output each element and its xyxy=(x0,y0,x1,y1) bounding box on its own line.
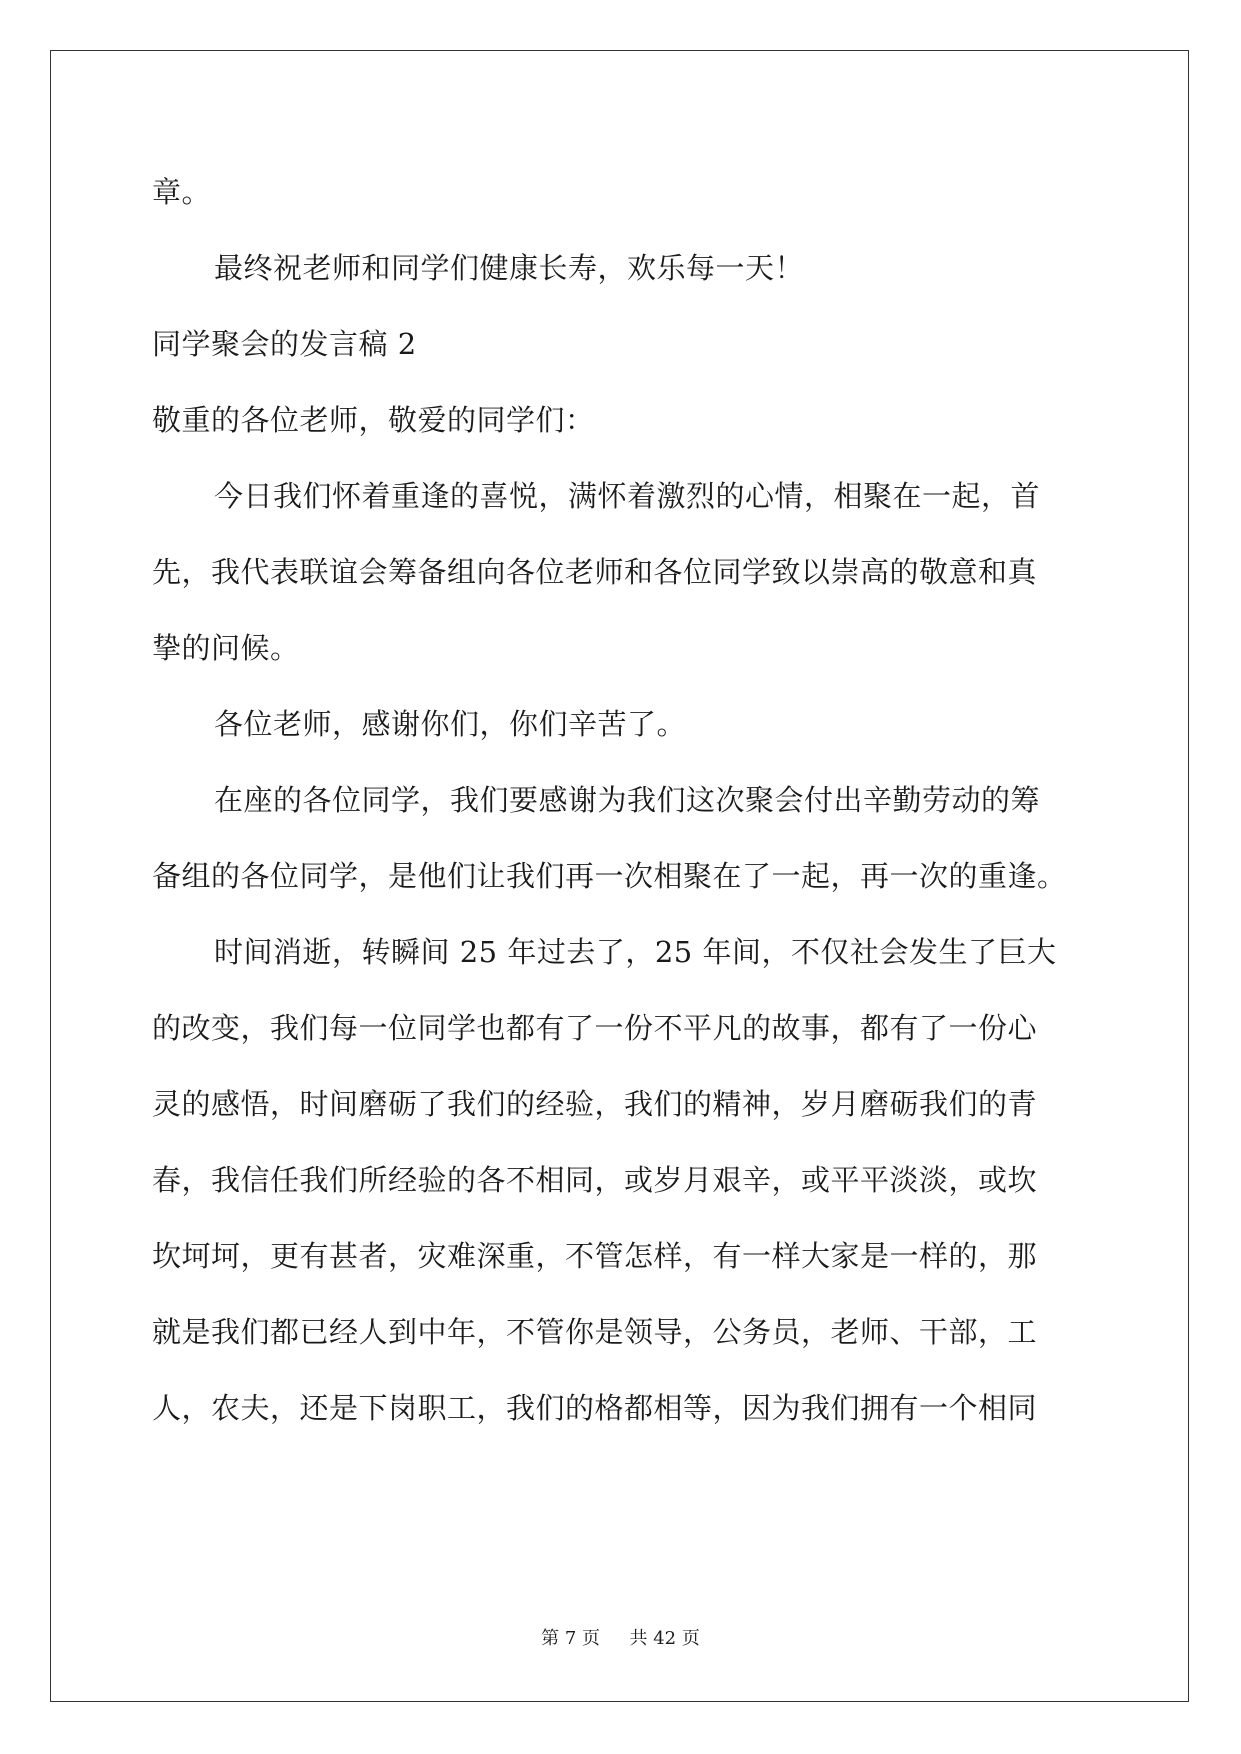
page-footer xyxy=(0,1628,1241,1650)
text-line: 先，我代表联谊会筹备组向各位老师和各位同学致以崇高的敬意和真 xyxy=(152,555,1038,589)
text-line: 的改变，我们每一位同学也都有了一份不平凡的故事，都有了一份心 xyxy=(152,1011,1038,1045)
text-line: 灵的感悟，时间磨砺了我们的经验，我们的精神，岁月磨砺我们的青 xyxy=(152,1087,1038,1121)
text-line: 在座的各位同学，我们要感谢为我们这次聚会付出辛勤劳动的筹 xyxy=(214,783,1041,817)
page-total: 共 42 页 xyxy=(629,1628,700,1649)
text-line: 各位老师，感谢你们，你们辛苦了。 xyxy=(214,707,687,741)
text-line: 时间消逝，转瞬间 25 年过去了，25 年间，不仅社会发生了巨大 xyxy=(214,935,1057,969)
salutation-line: 敬重的各位老师，敬爱的同学们： xyxy=(152,403,595,437)
page-number: 第 7 页 xyxy=(541,1628,601,1649)
closing-wish-line: 最终祝老师和同学们健康长寿，欢乐每一天！ xyxy=(214,251,805,285)
section-title: 同学聚会的发言稿 2 xyxy=(152,327,417,361)
text-line: 人，农夫，还是下岗职工，我们的格都相等，因为我们拥有一个相同 xyxy=(152,1391,1038,1425)
text-line: 备组的各位同学，是他们让我们再一次相聚在了一起，再一次的重逢。 xyxy=(152,859,1067,893)
text-line: 春，我信任我们所经验的各不相同，或岁月艰辛，或平平淡淡，或坎 xyxy=(152,1163,1038,1197)
text-line: 坎坷坷，更有甚者，灾难深重，不管怎样，有一样大家是一样的，那 xyxy=(152,1239,1038,1273)
text-line: 就是我们都已经人到中年，不管你是领导，公务员，老师、干部，工 xyxy=(152,1315,1038,1349)
text-line: 章。 xyxy=(152,175,212,209)
text-line: 挚的问候。 xyxy=(152,631,300,665)
text-line: 今日我们怀着重逢的喜悦，满怀着激烈的心情，相聚在一起，首 xyxy=(214,479,1041,513)
